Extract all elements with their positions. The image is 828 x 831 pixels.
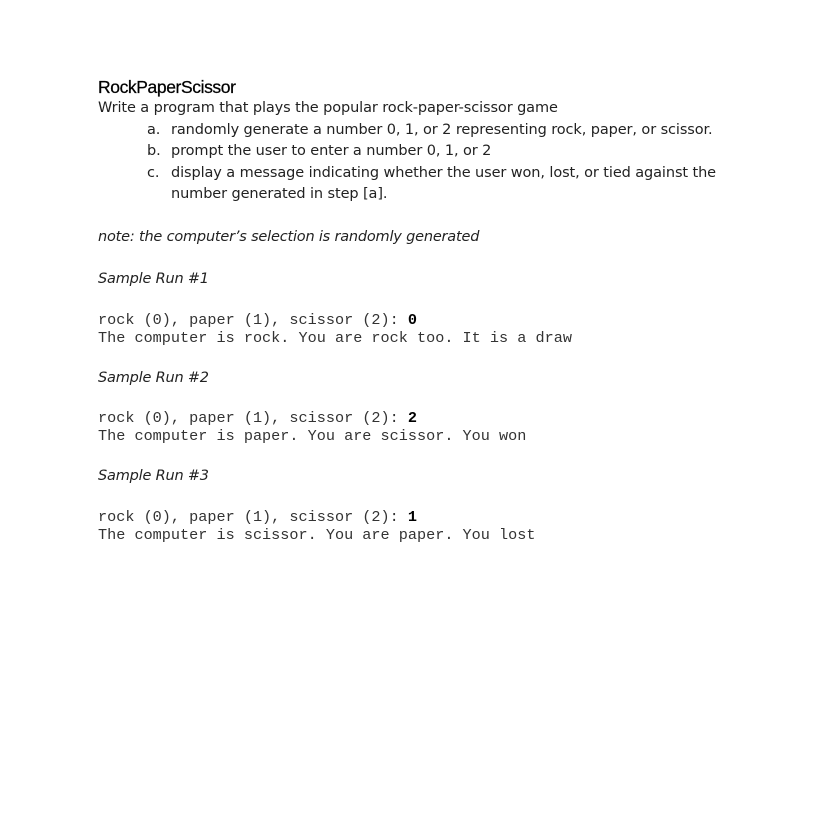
console-prompt: rock (0), paper (1), scissor (2): (98, 409, 408, 427)
step-marker: c. (147, 164, 160, 181)
steps-list (98, 120, 758, 206)
document-title: RockPaperScissor (98, 77, 236, 97)
document-page (98, 76, 758, 544)
step-item-c (98, 163, 758, 206)
step-item-a (98, 120, 758, 142)
console-prompt: rock (0), paper (1), scissor (2): (98, 310, 408, 329)
console-user-input: 0 (407, 310, 418, 329)
console-output (98, 311, 758, 347)
step-marker: a. (147, 121, 161, 138)
step-text: prompt the user to enter a number 0, 1, or 2 (171, 143, 492, 159)
console-result: The computer is rock. You are rock too. It is a draw (98, 328, 572, 347)
console-result: The computer is paper. You are scissor. You won (98, 427, 527, 445)
console-output (98, 409, 758, 445)
console-user-input: 1 (407, 507, 418, 526)
console-result: The computer is scissor. You are paper. You lost (98, 525, 536, 544)
console-prompt: rock (0), paper (1), scissor (2): (98, 507, 408, 526)
sample-run-label: Sample Run #3 (98, 468, 209, 484)
step-text: randomly generate a number 0, 1, or 2 representing rock, paper, or scissor. (171, 121, 713, 138)
sample-run-1 (98, 269, 758, 347)
step-item-b (98, 141, 758, 163)
sample-run-label: Sample Run #1 (98, 271, 209, 287)
sample-run-2 (98, 368, 758, 446)
intro-text: Write a program that plays the popular rock-paper-scissor game (98, 100, 558, 116)
sample-run-3 (98, 466, 758, 544)
console-output (98, 508, 758, 544)
note-text: note: the computer’s selection is randomly generated (98, 228, 480, 245)
sample-run-label: Sample Run #2 (98, 369, 209, 386)
console-user-input: 2 (407, 409, 418, 427)
step-text: display a message indicating whether the user won, lost, or tied against the number generated in step [a]. (171, 164, 716, 202)
step-marker: b. (147, 143, 161, 159)
